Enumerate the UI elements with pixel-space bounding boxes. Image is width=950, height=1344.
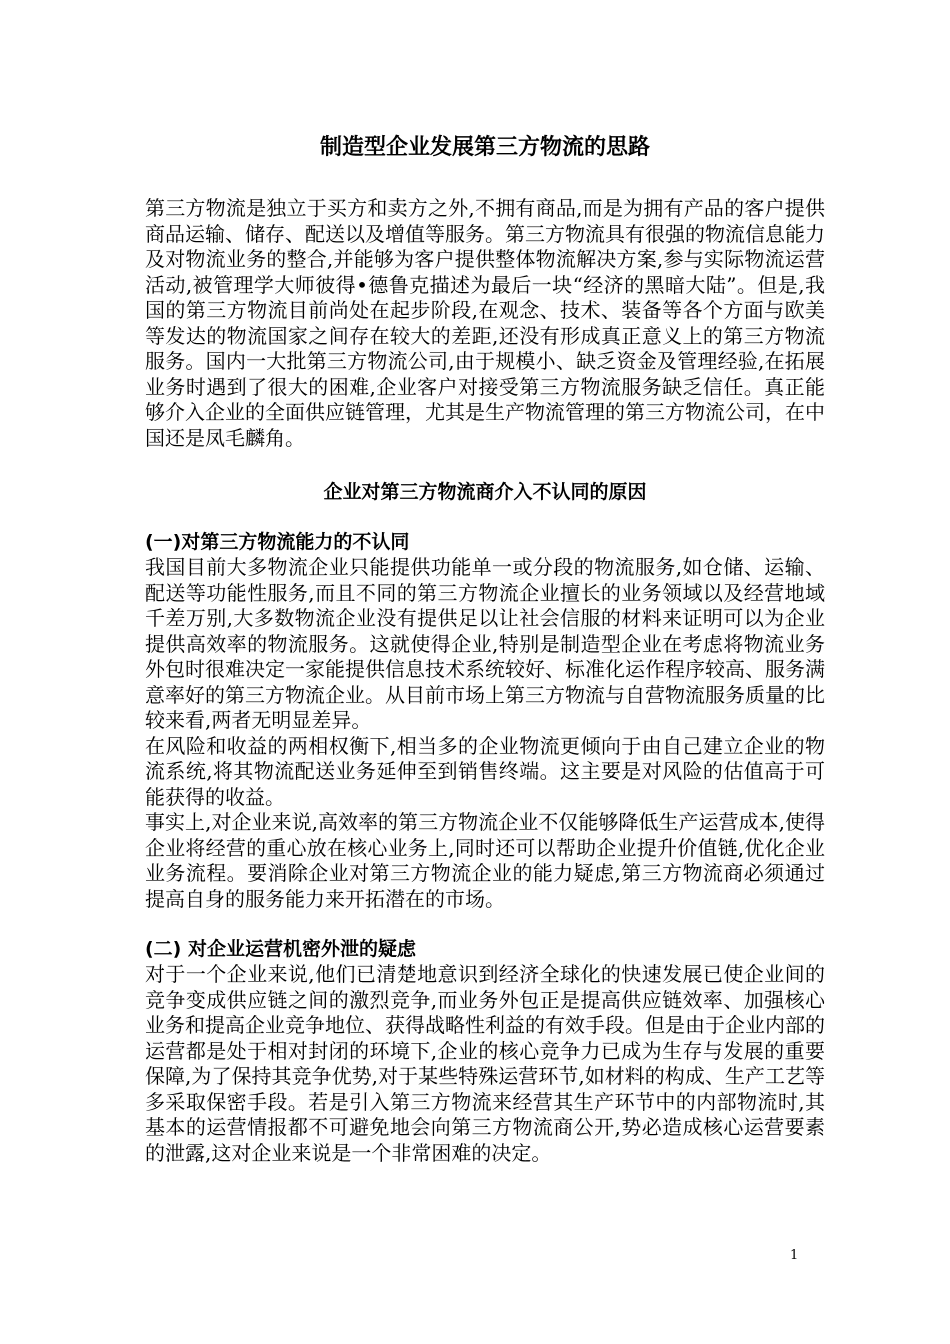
intro-paragraph: 第三方物流是独立于买方和卖方之外,不拥有商品,而是为拥有产品的客户提供商品运输、储存、配送以及增值等服务。第三方物流具有很强的物流信息能力及对物流业务的整合,并能够为客户提供整体物流解决方案,参与实际物流运营活动,被管理学大师彼得•德鲁克描述为最后一块“经济的黑暗大陆”。但是,我国的第三方物流目前尚处在起步阶段,在观念、技术、装备等各个方面与欧美等发达的物流国家之间存在较大的差距,还没有形成真正意义上的第三方物流服务。国内一大批第三方物流公司,由于规模小、缺乏资金及管理经验,在拓展业务时遇到了很大的困难,企业客户对接受第三方物流服务缺乏信任。真正能够介入企业的全面供应链管理，尤其是生产物流管理的第三方物流公司，在中国还是凤毛麟角。 xyxy=(145,196,825,450)
document-title: 制造型企业发展第三方物流的思路 xyxy=(319,135,650,160)
subsection-1-paragraph-3: 事实上,对企业来说,高效率的第三方物流企业不仅能够降低生产运营成本,使得企业将经营的重心放在核心业务上,同时还可以帮助企业提升价值链,优化企业业务流程。要消除企业对第三方物流企业的能力疑虑,第三方物流商必须通过提高自身的服务能力来开拓潜在的市场。 xyxy=(145,810,825,911)
subsection-1-paragraph-2: 在风险和收益的两相权衡下,相当多的企业物流更倾向于由自己建立企业的物流系统,将其物流配送业务延伸至到销售终端。这主要是对风险的估值高于可能获得的收益。 xyxy=(145,733,825,809)
subsection-heading-1: (一)对第三方物流能力的不认同 xyxy=(145,531,410,553)
subsection-1-paragraph-1: 我国目前大多物流企业只能提供功能单一或分段的物流服务,如仓储、运输、配送等功能性服务,而且不同的第三方物流企业擅长的业务领域以及经营地域千差万别,大多数物流企业没有提供足以让社会信服的材料来证明可以为企业提供高效率的物流服务。这就使得企业,特别是制造型企业在考虑将物流业务外包时很难决定一家能提供信息技术系统较好、标准化运作程序较高、服务满意率好的第三方物流企业。从目前市场上第三方物流与自营物流服务质量的比较来看,两者无明显差异。 xyxy=(145,555,825,732)
page-number: 1 xyxy=(790,1248,799,1263)
subsection-2-paragraph-1: 对于一个企业来说,他们已清楚地意识到经济全球化的快速发展已使企业间的竞争变成供应链之间的激烈竞争,而业务外包正是提高供应链效率、加强核心业务和提高企业竞争地位、获得战略性利益的有效手段。但是由于企业内部的运营都是处于相对封闭的环境下,企业的核心竞争力已成为生存与发展的重要保障,为了保持其竞争优势,对于某些特殊运营环节,如材料的构成、生产工艺等多采取保密手段。若是引入第三方物流来经营其生产环节中的内部物流时,其基本的运营情报都不可避免地会向第三方物流商公开,势必造成核心运营要素的泄露,这对企业来说是一个非常困难的决定。 xyxy=(145,962,825,1165)
section-heading: 企业对第三方物流商介入不认同的原因 xyxy=(323,481,647,503)
subsection-heading-2: (二) 对企业运营机密外泄的疑虑 xyxy=(145,938,416,960)
document-body xyxy=(145,132,825,1166)
